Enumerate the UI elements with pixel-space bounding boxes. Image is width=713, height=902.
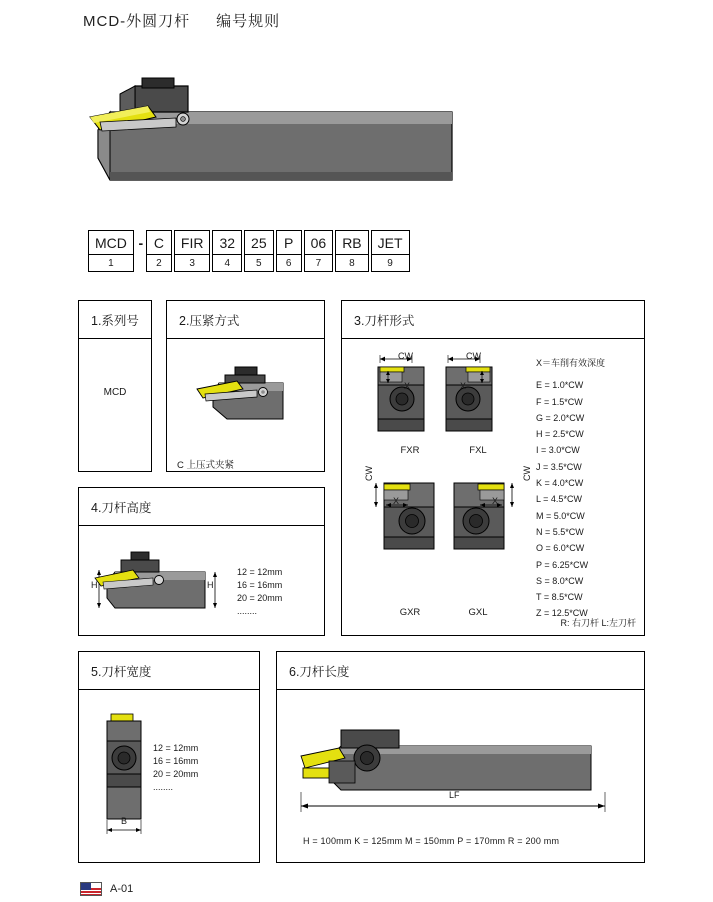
code-cell <box>212 230 242 272</box>
code-cell <box>88 230 134 272</box>
usa-flag-icon <box>80 882 102 896</box>
panel-body <box>167 339 324 471</box>
code-value: 25 <box>244 230 274 255</box>
code-value: 06 <box>304 230 334 255</box>
code-cell <box>244 230 274 272</box>
legend-item: M = 5.0*CW <box>536 510 585 521</box>
legend-lead: X＝车削有效深度 <box>536 358 606 368</box>
holder-fxl-illustration <box>438 351 500 443</box>
legend-item: I = 3.0*CW <box>536 445 580 456</box>
code-breakdown-row <box>88 230 412 272</box>
size-item: 16 = 16mm <box>153 756 199 766</box>
holder-label-fxl: FXL <box>469 445 487 456</box>
panel-body <box>79 339 151 471</box>
height-size-list <box>237 566 282 618</box>
page-title <box>83 10 280 31</box>
size-item: 12 = 12mm <box>153 743 199 753</box>
panel-shank-height <box>78 487 325 636</box>
code-cell <box>335 230 368 272</box>
width-size-list <box>153 742 198 794</box>
code-value: RB <box>335 230 368 255</box>
code-separator: - <box>138 234 144 251</box>
code-cell <box>371 230 410 272</box>
code-index: 1 <box>88 255 134 272</box>
panel-body <box>79 690 259 862</box>
code-value: MCD <box>88 230 134 255</box>
code-index: 8 <box>335 255 368 272</box>
code-value: C <box>146 230 172 255</box>
dim-x-fxr: X <box>404 381 411 391</box>
panel-shank-length <box>276 651 645 863</box>
panel-shank-width <box>78 651 260 863</box>
size-item: ........ <box>153 782 174 792</box>
holder-label-gxl: GXL <box>468 607 488 618</box>
legend-item: S = 8.0*CW <box>536 575 584 586</box>
clamping-caption: C 上压式夹紧 <box>177 460 235 471</box>
panel-clamping-type <box>166 300 325 472</box>
code-index: 3 <box>174 255 211 272</box>
legend-item: J = 3.5*CW <box>536 461 582 472</box>
panel-header: 1.系列号 <box>79 301 151 339</box>
holder-gxl-illustration <box>446 467 518 567</box>
code-index: 4 <box>212 255 242 272</box>
code-value: FIR <box>174 230 211 255</box>
code-value: JET <box>371 230 410 255</box>
legend-item: N = 5.5*CW <box>536 526 584 537</box>
legend-item: F = 1.5*CW <box>536 396 583 407</box>
code-cell <box>276 230 302 272</box>
shank-length-illustration <box>295 706 625 826</box>
legend-item: T = 8.5*CW <box>536 592 583 603</box>
page-title-sub: 编号规则 <box>216 13 281 30</box>
hero-tool-illustration <box>80 72 460 192</box>
hand-note: R: 右刀杆 L:左刀杆 <box>560 618 636 628</box>
panel-body <box>79 526 324 635</box>
dim-h-left: H <box>91 580 98 590</box>
legend-item: H = 2.5*CW <box>536 429 584 440</box>
holder-label-gxr: GXR <box>399 607 421 618</box>
code-index: 2 <box>146 255 172 272</box>
panel-body <box>342 339 644 635</box>
dim-lf: LF <box>449 790 460 800</box>
panel-series-number <box>78 300 152 472</box>
panel-header: 2.压紧方式 <box>167 301 324 339</box>
series-value: MCD <box>103 387 127 398</box>
code-value: P <box>276 230 302 255</box>
legend-item: P = 6.25*CW <box>536 559 589 570</box>
page-footer <box>80 882 133 896</box>
size-item: ........ <box>237 606 258 616</box>
dim-cw-fxl: CW <box>466 351 481 361</box>
panel-body <box>277 690 644 862</box>
holder-label-fxr: FXR <box>400 445 420 456</box>
legend-item: G = 2.0*CW <box>536 412 585 423</box>
dim-b: B <box>121 816 128 826</box>
size-item: 12 = 12mm <box>237 567 283 577</box>
dim-cw-gxl: CW <box>522 466 532 481</box>
legend-item: L = 4.5*CW <box>536 494 582 505</box>
dim-h-right: H <box>207 580 214 590</box>
size-item: 16 = 16mm <box>237 580 283 590</box>
code-cell <box>174 230 211 272</box>
page-title-main: MCD-外圆刀杆 <box>83 13 191 30</box>
legend-item: Z = 12.5*CW <box>536 608 588 619</box>
panel-header: 4.刀杆高度 <box>79 488 324 526</box>
dim-x-gxl: X <box>492 496 499 506</box>
dim-cw-gxr: CW <box>364 466 374 481</box>
code-index: 7 <box>304 255 334 272</box>
legend-item: E = 1.0*CW <box>536 380 584 391</box>
legend-item: O = 6.0*CW <box>536 543 585 554</box>
code-value: 32 <box>212 230 242 255</box>
code-index: 5 <box>244 255 274 272</box>
holder-fxr-illustration <box>370 351 432 443</box>
panel-header: 3.刀杆形式 <box>342 301 644 339</box>
panel-header: 6.刀杆长度 <box>277 652 644 690</box>
dim-x-gxr: X <box>393 496 400 506</box>
holder-gxr-illustration <box>370 467 442 567</box>
size-item: 20 = 20mm <box>153 769 199 779</box>
clamping-illustration <box>191 361 301 431</box>
legend-item: K = 4.0*CW <box>536 478 584 489</box>
page-number: A-01 <box>110 883 134 895</box>
code-index: 6 <box>276 255 302 272</box>
panel-header: 5.刀杆宽度 <box>79 652 259 690</box>
dim-cw-fxr: CW <box>398 351 413 361</box>
code-cell <box>146 230 172 272</box>
code-cell <box>304 230 334 272</box>
length-legend: H = 100mm K = 125mm M = 150mm P = 170mm R = 200 mm <box>303 836 560 846</box>
dim-x-fxl: X <box>460 381 467 391</box>
holder-legend <box>536 355 605 622</box>
code-index: 9 <box>371 255 410 272</box>
panel-holder-style <box>341 300 645 636</box>
size-item: 20 = 20mm <box>237 593 283 603</box>
